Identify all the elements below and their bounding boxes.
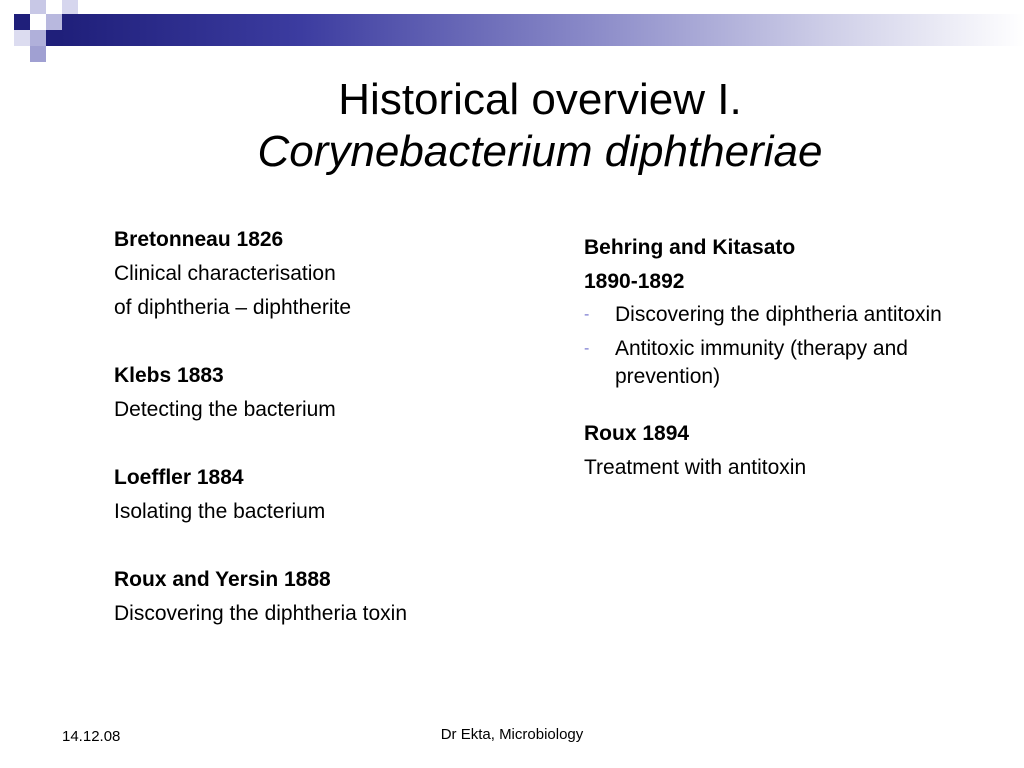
bullet-item [584, 301, 994, 329]
entry-heading: Loeffler 1884 [114, 466, 244, 489]
entry-heading: Roux and Yersin 1888 [114, 568, 331, 591]
entry-text: Isolating the bacterium [114, 500, 326, 523]
footer-date: 14.12.08 [62, 728, 121, 745]
slide-title [0, 74, 1024, 178]
bullet-text: Discovering the diphtheria antitoxin [615, 303, 942, 326]
entry-heading: Roux 1894 [584, 422, 690, 445]
entry-text: Clinical characterisation [114, 262, 336, 285]
entry-text: Treatment with antitoxin [584, 456, 807, 479]
slide-title-line1: Historical overview I. [338, 75, 742, 124]
dash-bullet-icon: - [584, 340, 590, 357]
header-gradient-bar [60, 14, 1024, 46]
dash-bullet-icon: - [584, 306, 590, 323]
left-column [114, 223, 544, 631]
entry-heading-years: 1890-1892 [584, 270, 685, 293]
bullet-item [584, 335, 994, 391]
slide-title-line2: Corynebacterium diphtheriae [257, 127, 823, 176]
entry-heading: Bretonneau 1826 [114, 228, 284, 251]
entry-text: of diphtheria – diphtherite [114, 296, 351, 319]
entry-text: Detecting the bacterium [114, 398, 336, 421]
entry-heading: Klebs 1883 [114, 364, 224, 387]
entry-heading: Behring and Kitasato [584, 236, 796, 259]
bullet-list [584, 301, 994, 391]
bullet-text: Antitoxic immunity (therapy and prevention) [615, 337, 908, 388]
entry-text: Discovering the diphtheria toxin [114, 602, 407, 625]
right-column [584, 231, 994, 485]
footer-author: Dr Ekta, Microbiology [440, 726, 584, 743]
